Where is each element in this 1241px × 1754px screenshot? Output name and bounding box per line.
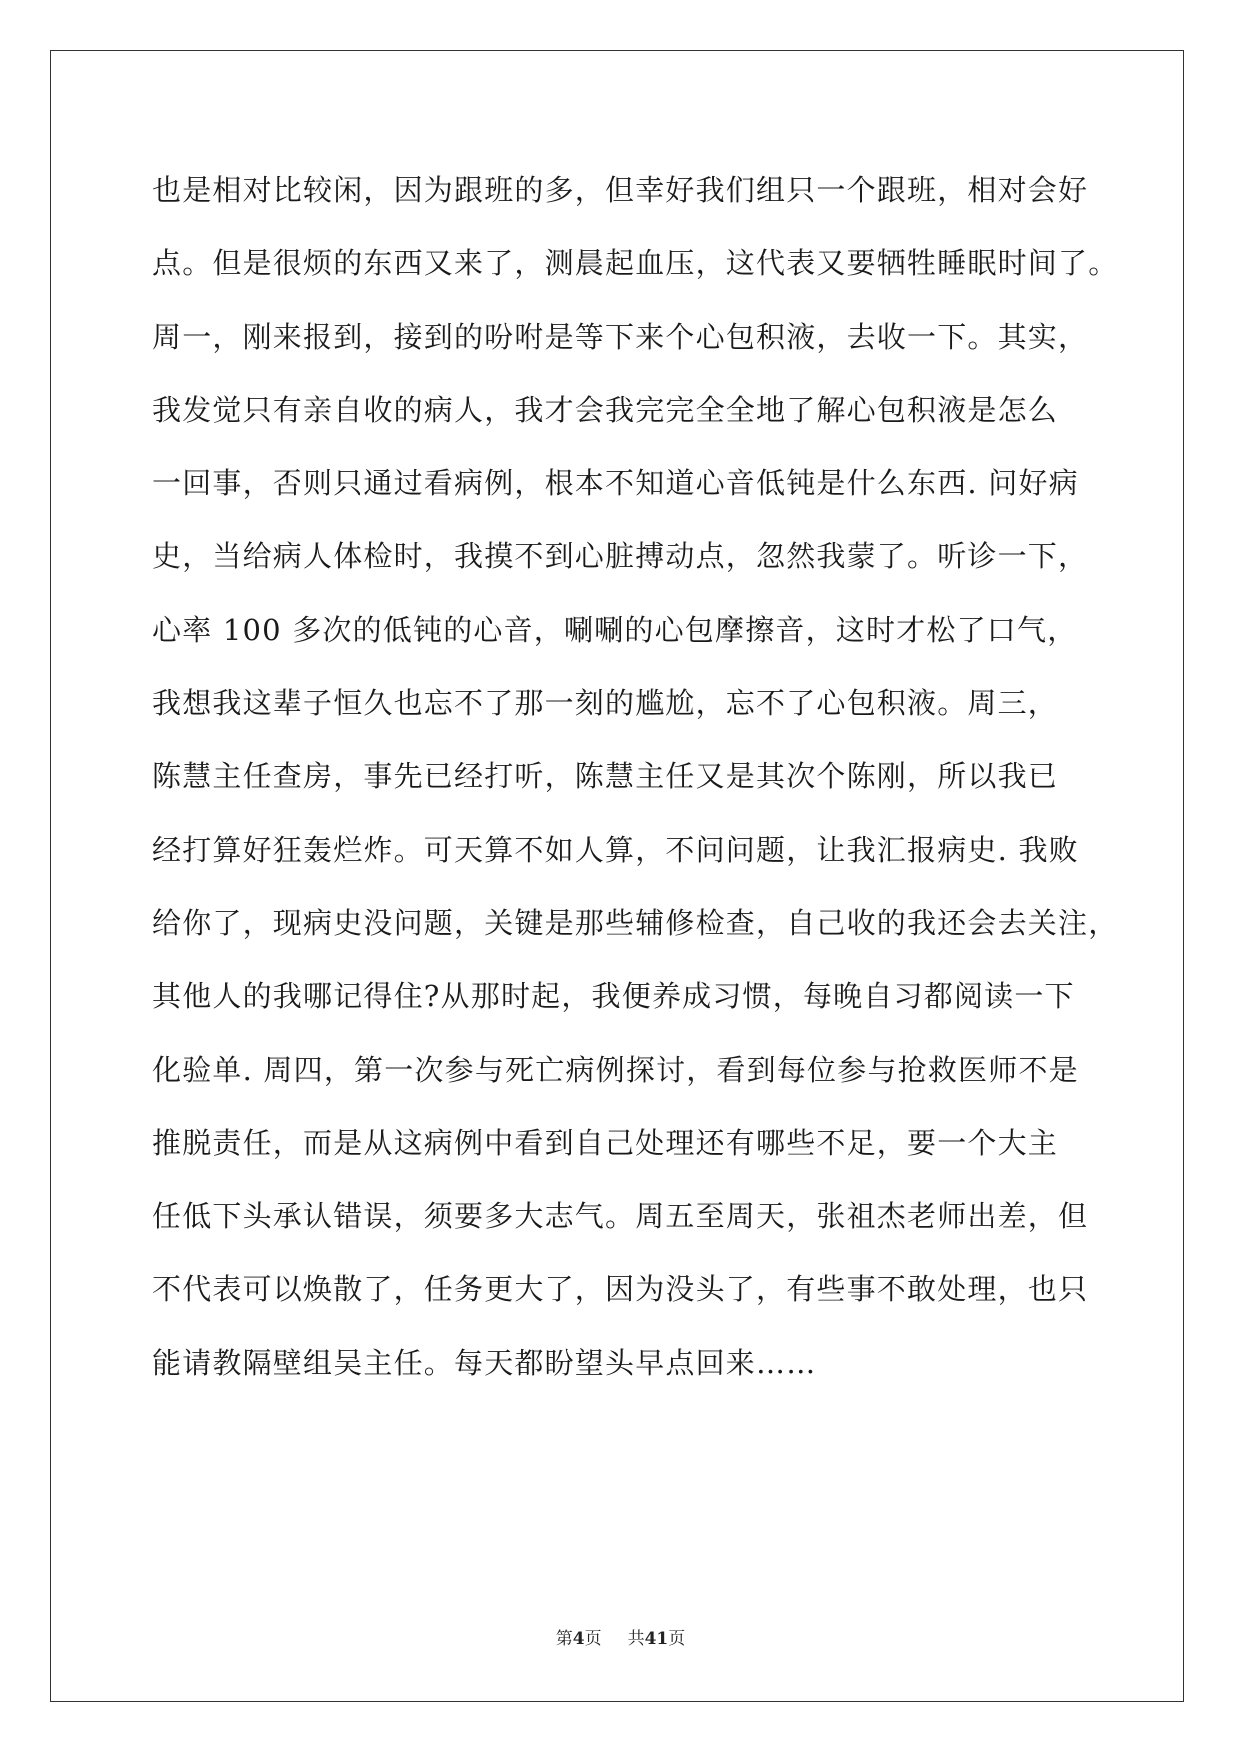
page-suffix: 页 — [584, 1629, 602, 1649]
text-line: 我想我这辈子恒久也忘不了那一刻的尴尬，忘不了心包积液。周三， — [152, 686, 1059, 721]
text-line: 我发觉只有亲自收的病人，我才会我完完全全地了解心包积液是怎么 — [152, 392, 1059, 427]
text-line: 心率 100 多次的低钝的心音，唰唰的心包摩擦音，这时才松了口气， — [152, 612, 1078, 647]
text-line: 能请教隔壁组吴主任。每天都盼望头早点回来…… — [152, 1345, 817, 1380]
text-line: 点。但是很烦的东西又来了，测晨起血压，这代表又要牺牲睡眠时间了。 — [152, 246, 1119, 281]
text-line: 给你了，现病史没问题，关键是那些辅修检查，自己收的我还会去关注， — [152, 905, 1119, 940]
text-line: 陈慧主任查房，事先已经打听，陈慧主任又是其次个陈刚，所以我已 — [152, 759, 1059, 794]
total-suffix: 页 — [668, 1629, 686, 1649]
text-line: 不代表可以焕散了，任务更大了，因为没头了，有些事不敢处理，也只 — [152, 1272, 1089, 1307]
text-line: 经打算好狂轰烂炸。可天算不如人算，不问问题，让我汇报病史. 我败 — [152, 832, 1079, 867]
document-body — [152, 165, 1119, 1411]
text-line: 任低下头承认错误，须要多大志气。周五至周天，张祖杰老师出差，但 — [152, 1199, 1089, 1234]
text-line: 周一，刚来报到，接到的吩咐是等下来个心包积液，去收一下。其实， — [152, 319, 1089, 354]
text-line: 化验单. 周四，第一次参与死亡病例探讨，看到每位参与抢救医师不是 — [152, 1052, 1079, 1087]
total-prefix: 共 — [627, 1629, 645, 1649]
page-number: 4 — [572, 1629, 585, 1649]
page-footer — [0, 1624, 1241, 1649]
total-pages: 41 — [644, 1629, 669, 1649]
text-line: 史，当给病人体检时，我摸不到心脏搏动点，忽然我蒙了。听诊一下， — [152, 539, 1089, 574]
text-line: 其他人的我哪记得住?从那时起，我便养成习惯，每晚自习都阅读一下 — [152, 979, 1075, 1014]
text-line: 也是相对比较闲，因为跟班的多，但幸好我们组只一个跟班，相对会好 — [152, 173, 1089, 207]
text-line: 推脱责任，而是从这病例中看到自己处理还有哪些不足，要一个大主 — [152, 1125, 1059, 1160]
page-prefix: 第 — [555, 1629, 573, 1649]
text-line: 一回事，否则只通过看病例，根本不知道心音低钝是什么东西. 问好病 — [152, 466, 1079, 501]
